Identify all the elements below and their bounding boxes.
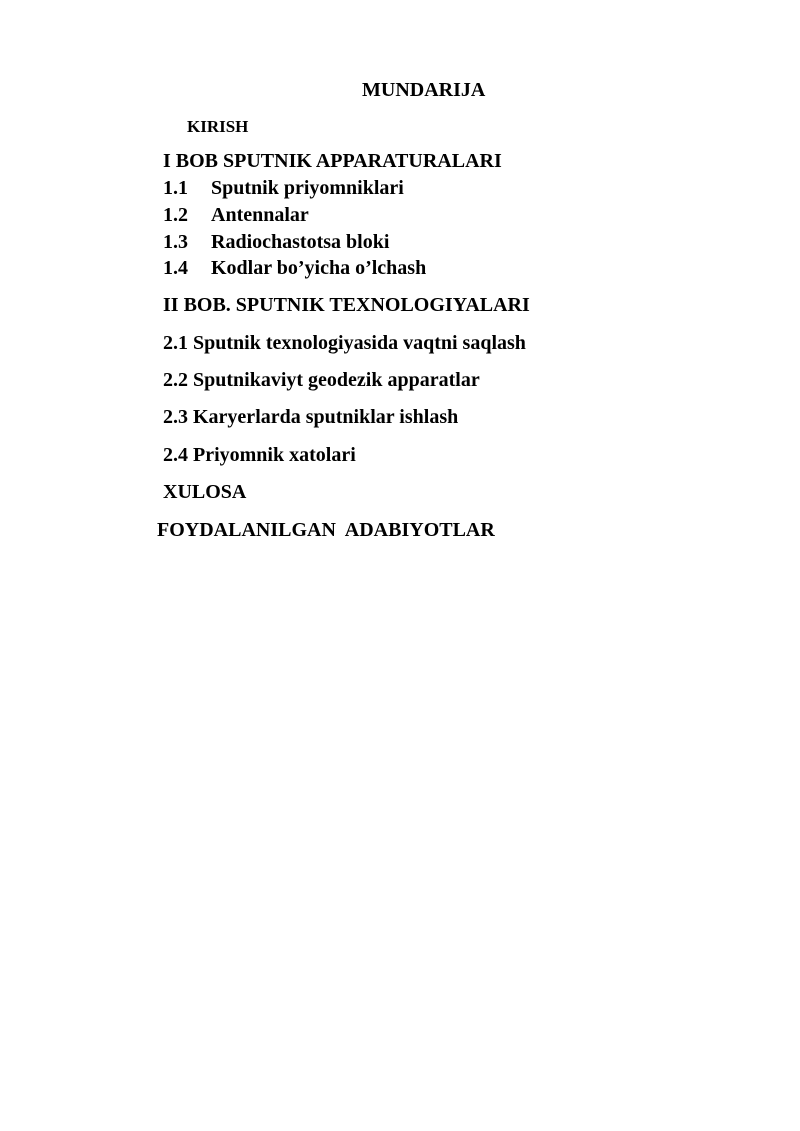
entry-text: Kodlar bo’yicha o’lchash bbox=[211, 257, 427, 279]
entry-text: Antennalar bbox=[211, 204, 309, 226]
toc-entry-introduction: KIRISH bbox=[187, 117, 249, 136]
entry-number: 1.3 bbox=[163, 231, 188, 253]
toc-chapter-2-heading: II BOB. SPUTNIK TEXNOLOGIYALARI bbox=[163, 294, 530, 316]
entry-number: 1.2 bbox=[163, 204, 188, 226]
toc-entry-2-2: 2.2 Sputnikaviyt geodezik apparatlar bbox=[163, 369, 480, 391]
toc-title: MUNDARIJA bbox=[362, 79, 486, 101]
toc-entry-2-3: 2.3 Karyerlarda sputniklar ishlash bbox=[163, 406, 459, 428]
toc-entry-2-4: 2.4 Priyomnik xatolari bbox=[163, 444, 356, 466]
entry-text: Radiochastotsa bloki bbox=[211, 231, 390, 253]
toc-chapter-1-heading bbox=[163, 151, 502, 171]
toc-entry-conclusion: XULOSA bbox=[163, 481, 247, 503]
entry-number: 1.1 bbox=[163, 177, 188, 199]
entry-text: Sputnik priyomniklari bbox=[211, 177, 404, 199]
chapter-1-heading-text: I BOB SPUTNIK APPARATURALARI bbox=[163, 150, 502, 172]
entry-number: 1.4 bbox=[163, 257, 188, 279]
toc-entry-2-1: 2.1 Sputnik texnologiyasida vaqtni saqlash bbox=[163, 332, 526, 354]
toc-entry-references: FOYDALANILGAN ADABIYOTLAR bbox=[157, 519, 495, 541]
